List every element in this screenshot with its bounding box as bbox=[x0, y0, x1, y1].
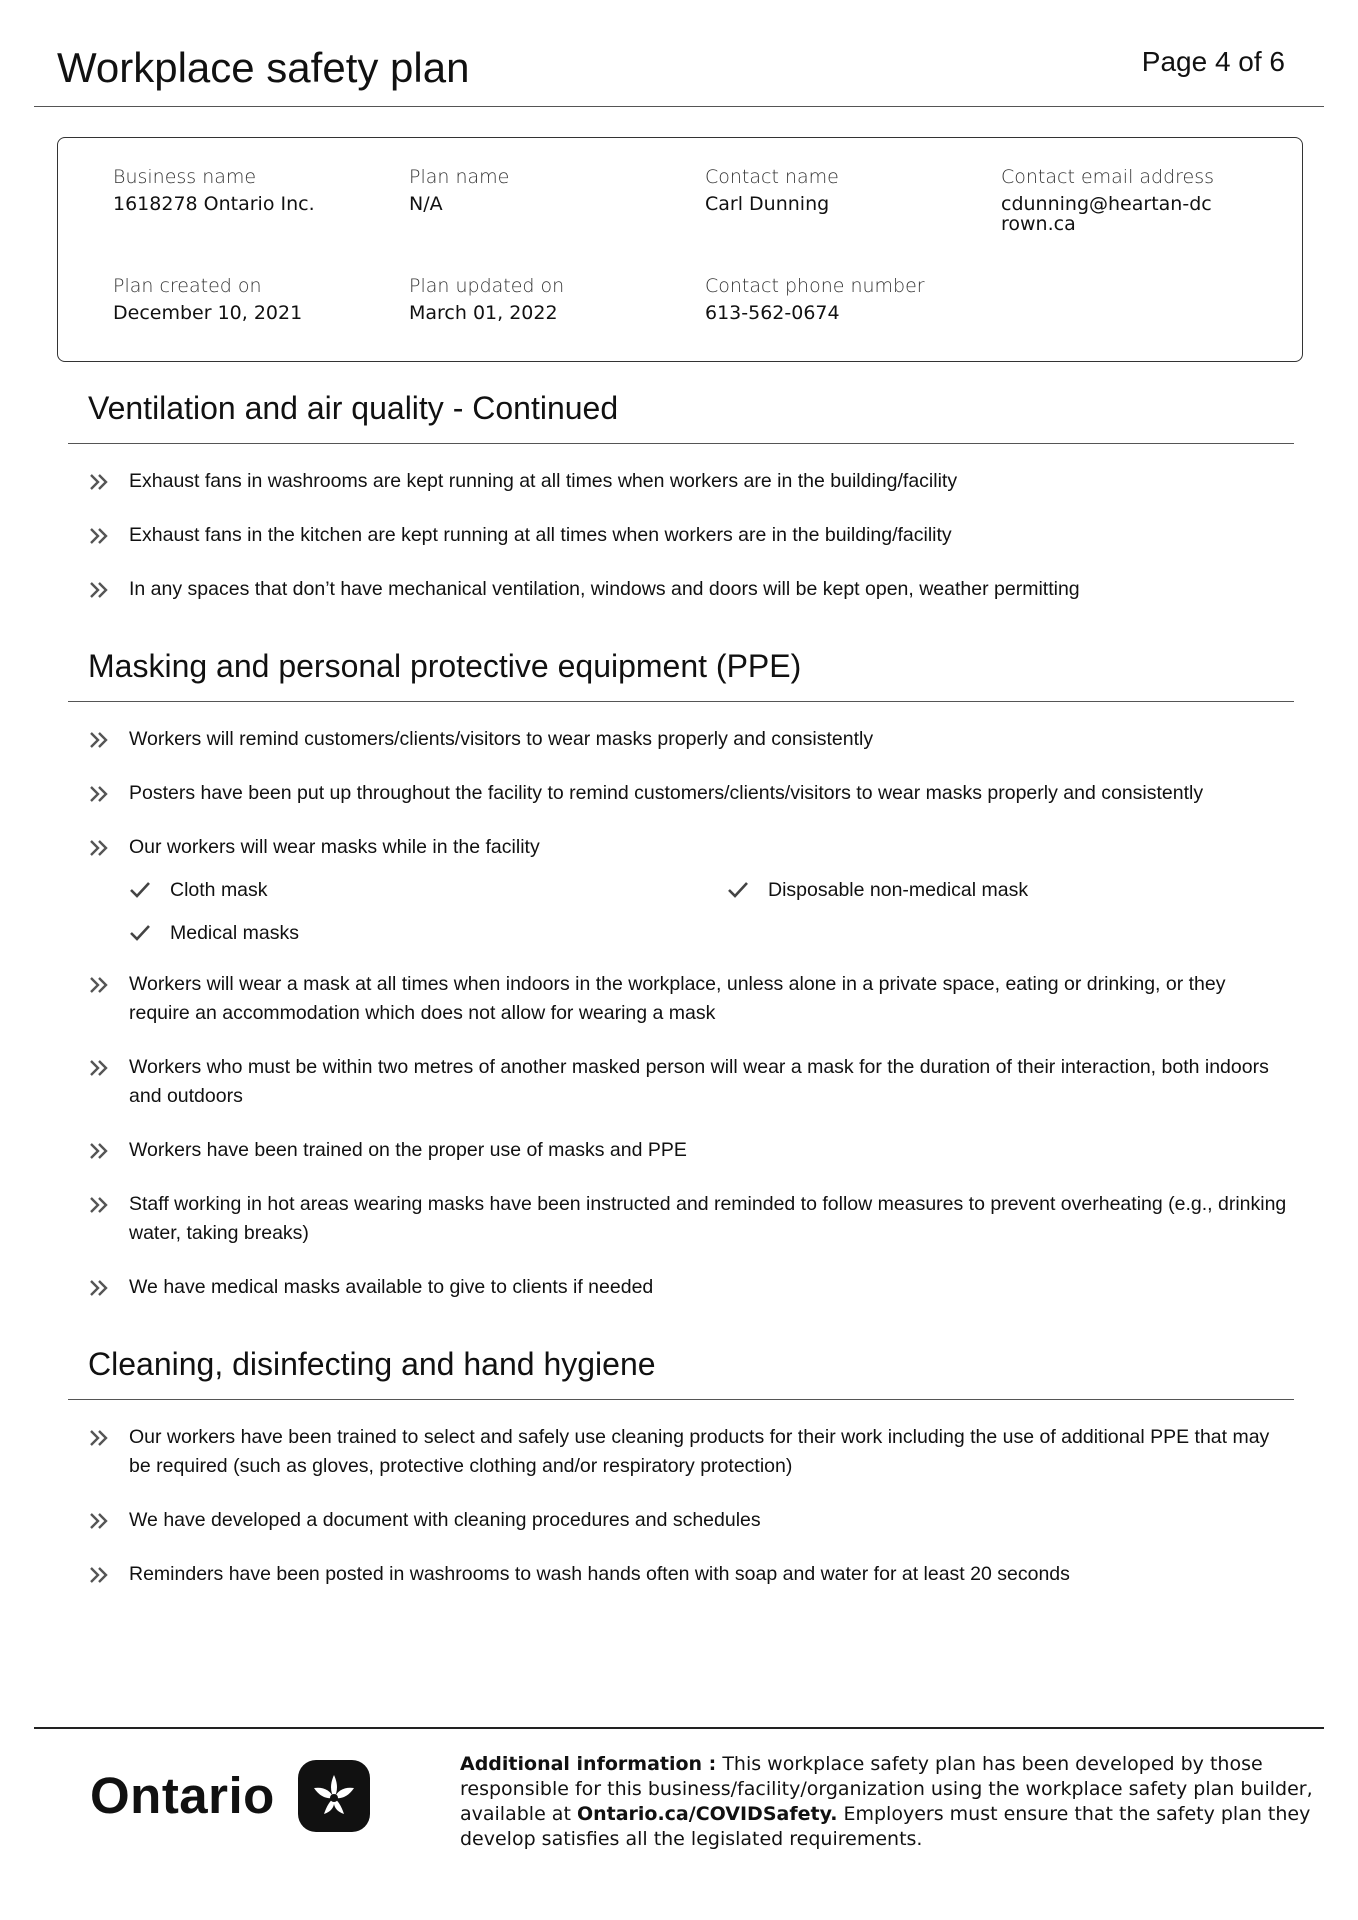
checkmark-icon bbox=[129, 923, 151, 943]
plan-created-field bbox=[113, 275, 383, 323]
section-heading-ventilation: Ventilation and air quality - Continued bbox=[88, 390, 619, 426]
trillium-icon bbox=[298, 1760, 370, 1832]
business-name-value: 1618278 Ontario Inc. bbox=[113, 193, 315, 215]
contact-phone-field bbox=[705, 275, 975, 323]
section-divider bbox=[68, 443, 1294, 444]
list-item bbox=[88, 970, 1288, 1028]
section-divider bbox=[68, 701, 1294, 702]
double-chevron-icon bbox=[88, 783, 112, 805]
business-name-label: Business name bbox=[113, 166, 257, 188]
list-item-text: Exhaust fans in the kitchen are kept running at all times when workers are in the building/facility bbox=[129, 524, 952, 546]
plan-name-value: N/A bbox=[409, 193, 443, 215]
contact-name-label: Contact name bbox=[705, 166, 839, 188]
header-divider bbox=[34, 106, 1324, 107]
list-item-text: Workers will remind customers/clients/visitors to wear masks properly and consistently bbox=[129, 728, 874, 750]
page-title: Workplace safety plan bbox=[57, 44, 470, 91]
list-item-text: We have developed a document with cleaning procedures and schedules bbox=[129, 1509, 761, 1531]
double-chevron-icon bbox=[88, 471, 112, 493]
double-chevron-icon bbox=[88, 974, 112, 996]
list-item-text: In any spaces that don’t have mechanical ventilation, windows and doors will be kept open, weather permitting bbox=[129, 578, 1080, 600]
double-chevron-icon bbox=[88, 729, 112, 751]
double-chevron-icon bbox=[88, 1194, 112, 1216]
list-item-text: We have medical masks available to give to clients if needed bbox=[129, 1276, 654, 1298]
list-item-text: Workers who must be within two metres of another masked person will wear a mask for the duration of their interaction, both indoors and outdoors bbox=[129, 1056, 1269, 1107]
additional-information-text: This workplace safety plan has been developed by those responsible for this business/facility/organization using the workplace safety plan builder, available at bbox=[460, 1753, 1313, 1825]
list-item bbox=[88, 1273, 1288, 1302]
section-heading-masking: Masking and personal protective equipment (PPE) bbox=[88, 648, 802, 684]
list-item bbox=[88, 1136, 1288, 1165]
list-item-text: Workers have been trained on the proper use of masks and PPE bbox=[129, 1139, 687, 1161]
contact-email-field bbox=[1001, 166, 1271, 234]
double-chevron-icon bbox=[88, 1277, 112, 1299]
mask-type-item bbox=[727, 877, 1227, 903]
page-number: Page 4 of 6 bbox=[1141, 46, 1285, 77]
list-item bbox=[88, 1560, 1288, 1589]
contact-name-field bbox=[705, 166, 975, 214]
double-chevron-icon bbox=[88, 525, 112, 547]
double-chevron-icon bbox=[88, 579, 112, 601]
covid-safety-link[interactable]: Ontario.ca/COVIDSafety. bbox=[576, 1803, 838, 1825]
contact-phone-label: Contact phone number bbox=[705, 275, 925, 297]
plan-updated-value: March 01, 2022 bbox=[409, 302, 558, 324]
plan-name-field bbox=[409, 166, 679, 214]
ontario-logo-text: Ontario bbox=[90, 1767, 275, 1824]
double-chevron-icon bbox=[88, 837, 112, 859]
list-item-text: Reminders have been posted in washrooms to wash hands often with soap and water for at least 20 seconds bbox=[129, 1563, 1070, 1585]
list-item bbox=[88, 575, 1288, 604]
contact-email-label: Contact email address bbox=[1001, 166, 1215, 188]
list-item-text: Staff working in hot areas wearing masks have been instructed and reminded to follow measures to prevent overheating (e.g., drinking water, taking breaks) bbox=[129, 1193, 1287, 1244]
contact-name-value: Carl Dunning bbox=[705, 193, 830, 215]
contact-email-value: cdunning@heartan-dcrown.ca bbox=[1001, 193, 1212, 235]
mask-type-item bbox=[129, 877, 629, 903]
list-item bbox=[88, 1506, 1288, 1535]
mask-type-label: Disposable non-medical mask bbox=[768, 879, 1029, 901]
double-chevron-icon bbox=[88, 1057, 112, 1079]
list-item-text: Our workers will wear masks while in the facility bbox=[129, 836, 540, 858]
ontario-logo bbox=[90, 1760, 370, 1840]
list-item bbox=[88, 1423, 1288, 1481]
plan-updated-field bbox=[409, 275, 679, 323]
additional-information-text-end: Employers must ensure that the safety plan they develop satisfies all the legislated requirements. bbox=[460, 1803, 1311, 1850]
list-item bbox=[88, 725, 1288, 754]
double-chevron-icon bbox=[88, 1427, 112, 1449]
list-item bbox=[88, 1190, 1288, 1248]
double-chevron-icon bbox=[88, 1510, 112, 1532]
double-chevron-icon bbox=[88, 1140, 112, 1162]
plan-updated-label: Plan updated on bbox=[409, 275, 565, 297]
mask-type-label: Medical masks bbox=[170, 922, 299, 944]
mask-type-item bbox=[129, 920, 629, 946]
contact-phone-value: 613-562-0674 bbox=[705, 302, 840, 324]
section-heading-cleaning: Cleaning, disinfecting and hand hygiene bbox=[88, 1346, 656, 1382]
checkmark-icon bbox=[129, 880, 151, 900]
additional-information-label: Additional information : bbox=[460, 1753, 717, 1775]
list-item bbox=[88, 467, 1288, 496]
footer-divider bbox=[34, 1727, 1324, 1729]
list-item bbox=[88, 521, 1288, 550]
checkmark-icon bbox=[727, 880, 749, 900]
additional-information bbox=[460, 1752, 1320, 1852]
list-item-text: Posters have been put up throughout the facility to remind customers/clients/visitors to wear masks properly and consistently bbox=[129, 782, 1204, 804]
plan-created-label: Plan created on bbox=[113, 275, 262, 297]
list-item-text: Our workers have been trained to select and safely use cleaning products for their work including the use of additional PPE that may be required (such as gloves, protective clothing and/or respiratory protection) bbox=[129, 1426, 1270, 1477]
business-name-field bbox=[113, 166, 383, 214]
plan-name-label: Plan name bbox=[409, 166, 510, 188]
list-item bbox=[88, 833, 1288, 862]
list-item-text: Exhaust fans in washrooms are kept running at all times when workers are in the building/facility bbox=[129, 470, 958, 492]
double-chevron-icon bbox=[88, 1564, 112, 1586]
list-item bbox=[88, 779, 1288, 808]
section-divider bbox=[68, 1399, 1294, 1400]
list-item-text: Workers will wear a mask at all times when indoors in the workplace, unless alone in a private space, eating or drinking, or they require an accommodation which does not allow for wearing a mask bbox=[129, 973, 1226, 1024]
plan-info-box bbox=[57, 137, 1303, 362]
mask-type-label: Cloth mask bbox=[170, 879, 268, 901]
plan-created-value: December 10, 2021 bbox=[113, 302, 303, 324]
list-item bbox=[88, 1053, 1288, 1111]
